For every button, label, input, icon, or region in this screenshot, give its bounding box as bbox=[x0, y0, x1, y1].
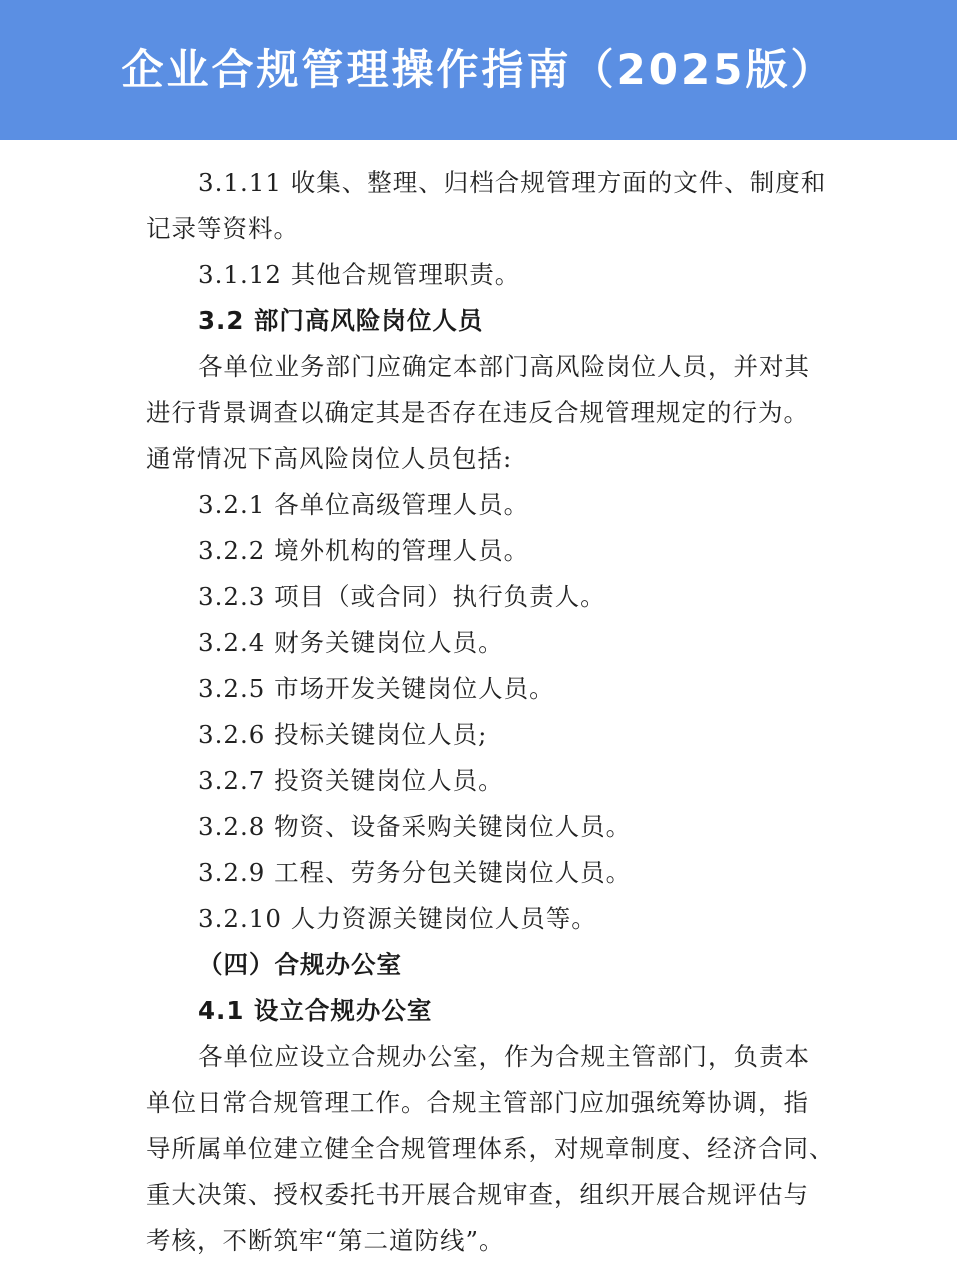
list-item: 3.2.7 投资关键岗位人员。 bbox=[198, 766, 504, 795]
heading-4-1: 4.1 设立合规办公室 bbox=[198, 996, 433, 1025]
document-title: 企业合规管理操作指南（2025版） bbox=[121, 45, 836, 94]
list-item: 3.2.6 投标关键岗位人员; bbox=[198, 720, 488, 749]
section-4-heading: （四）合规办公室 bbox=[198, 950, 402, 979]
paragraph-3-2-line-1: 各单位业务部门应确定本部门高风险岗位人员，并对其 bbox=[198, 352, 810, 381]
list-item: 3.2.4 财务关键岗位人员。 bbox=[198, 628, 504, 657]
paragraph-4-1-line-4: 重大决策、授权委托书开展合规审查，组织开展合规评估与 bbox=[146, 1180, 809, 1209]
paragraph-3-2-line-3: 通常情况下高风险岗位人员包括: bbox=[146, 444, 513, 473]
list-item: 3.2.3 项目（或合同）执行负责人。 bbox=[198, 582, 606, 611]
title-banner bbox=[0, 0, 957, 140]
paragraph-3-2-line-2: 进行背景调查以确定其是否存在违反合规管理规定的行为。 bbox=[146, 398, 809, 427]
list-item: 3.2.8 物资、设备采购关键岗位人员。 bbox=[198, 812, 632, 841]
clause-3-1-11-line-2: 记录等资料。 bbox=[146, 214, 299, 243]
paragraph-4-1-line-1: 各单位应设立合规办公室，作为合规主管部门，负责本 bbox=[198, 1042, 810, 1071]
paragraph-4-1-line-2: 单位日常合规管理工作。合规主管部门应加强统筹协调，指 bbox=[146, 1088, 809, 1117]
clause-3-1-12: 3.1.12 其他合规管理职责。 bbox=[198, 260, 521, 289]
list-item: 3.2.9 工程、劳务分包关键岗位人员。 bbox=[198, 858, 632, 887]
list-item: 3.2.10 人力资源关键岗位人员等。 bbox=[198, 904, 597, 933]
list-item: 3.2.1 各单位高级管理人员。 bbox=[198, 490, 530, 519]
list-item: 3.2.5 市场开发关键岗位人员。 bbox=[198, 674, 555, 703]
paragraph-4-1-line-5: 考核，不断筑牢“第二道防线”。 bbox=[146, 1226, 505, 1255]
heading-3-2: 3.2 部门高风险岗位人员 bbox=[198, 306, 484, 335]
document-body bbox=[146, 160, 835, 1264]
list-item: 3.2.2 境外机构的管理人员。 bbox=[198, 536, 530, 565]
paragraph-4-1-line-3: 导所属单位建立健全合规管理体系，对规章制度、经济合同、 bbox=[146, 1134, 835, 1163]
clause-3-1-11-line-1: 3.1.11 收集、整理、归档合规管理方面的文件、制度和 bbox=[198, 168, 827, 197]
